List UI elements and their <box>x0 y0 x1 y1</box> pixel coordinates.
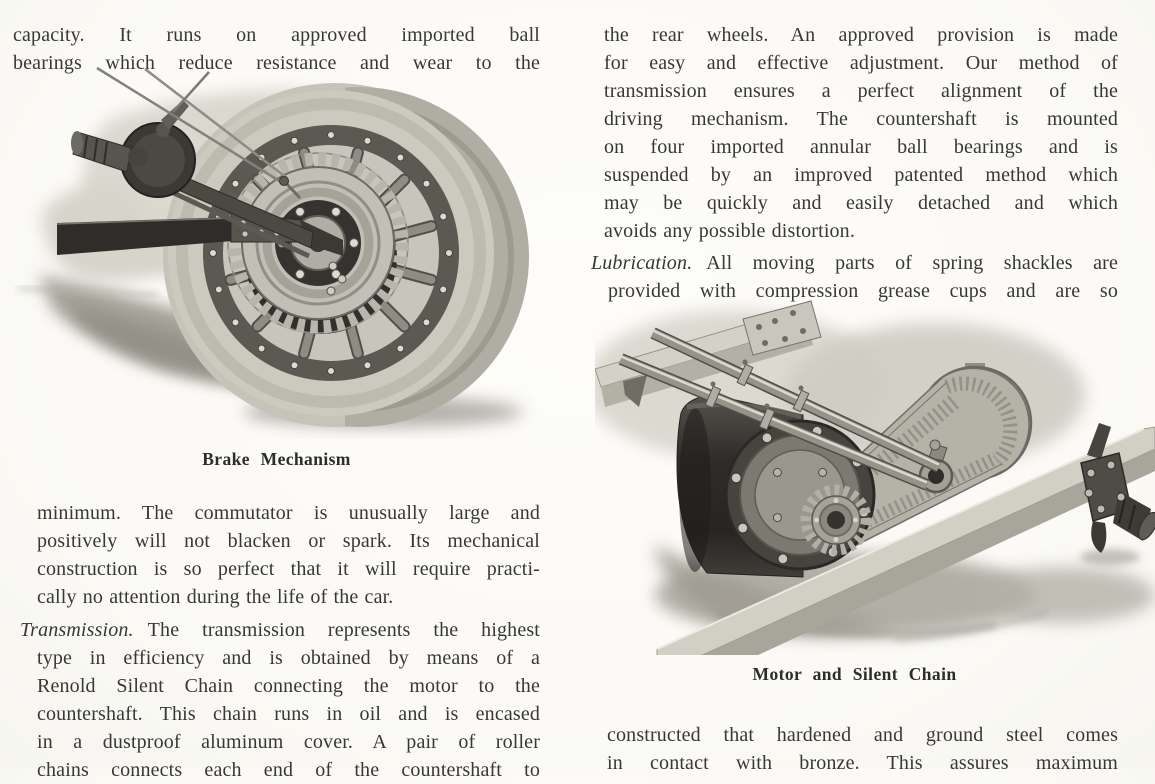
text-line: positively will not blacken or spark. Its mechanical <box>37 530 540 552</box>
text-segment: All moving parts of spring shackles are <box>706 252 1118 274</box>
text-segment: The transmission represents the highest <box>147 619 540 641</box>
paragraph-transmission <box>13 616 540 784</box>
text-line: transmission ensures a perfect alignment of the <box>604 80 1118 102</box>
text-line <box>20 616 540 644</box>
text-line: chains connects each end of the countershaft to <box>37 759 540 781</box>
paragraph-rear-wheels <box>591 21 1118 245</box>
text-line: suspended by an improved patented method which <box>604 164 1118 186</box>
paragraph-minimum <box>13 499 540 611</box>
text-line: provided with compression grease cups and are so <box>608 280 1118 302</box>
text-line: in a dustproof aluminum cover. A pair of roller <box>37 731 540 753</box>
text-line: for easy and effective adjustment. Our method of <box>604 52 1118 74</box>
text-line: avoids any possible distortion. <box>604 220 855 242</box>
paragraph-constructed <box>591 721 1118 777</box>
figure-caption-motor-silent-chain: Motor and Silent Chain <box>752 664 957 684</box>
text-line <box>591 249 1118 277</box>
text-line: the rear wheels. An approved provision is made <box>604 24 1118 46</box>
text-line: bearings which reduce resistance and wear to the <box>13 52 540 74</box>
left-column <box>13 0 540 781</box>
text-line: Renold Silent Chain connecting the motor to the <box>37 675 540 697</box>
text-line: on four imported annular ball bearings and is <box>604 136 1118 158</box>
brake-mechanism-illustration <box>13 60 550 446</box>
text-line: constructed that hardened and ground steel comes <box>607 724 1118 746</box>
text-line: capacity. It runs on approved imported ball <box>13 24 540 46</box>
motor-silent-chain-figure <box>595 295 1155 655</box>
text-line: cally no attention during the life of the car. <box>37 586 394 608</box>
paragraph-lead-transmission: Transmission. <box>20 619 134 641</box>
motor-and-silent-chain-illustration <box>595 295 1155 655</box>
text-line: in contact with bronze. This assures maximum <box>607 752 1118 774</box>
text-line: type in efficiency and is obtained by means of a <box>37 647 540 669</box>
paragraph-lead-lubrication: Lubrication. <box>591 252 693 274</box>
text-line: countershaft. This chain runs in oil and is encased <box>37 703 540 725</box>
figure-caption-brake-mechanism: Brake Mechanism <box>202 449 351 469</box>
text-line: driving mechanism. The countershaft is mounted <box>604 108 1118 130</box>
text-line: construction is so perfect that it will require practi- <box>37 558 540 580</box>
right-column <box>591 0 1118 774</box>
text-line: minimum. The commutator is unusually large and <box>37 502 540 524</box>
text-line: may be quickly and easily detached and which <box>604 192 1118 214</box>
brake-mechanism-figure <box>13 60 550 446</box>
